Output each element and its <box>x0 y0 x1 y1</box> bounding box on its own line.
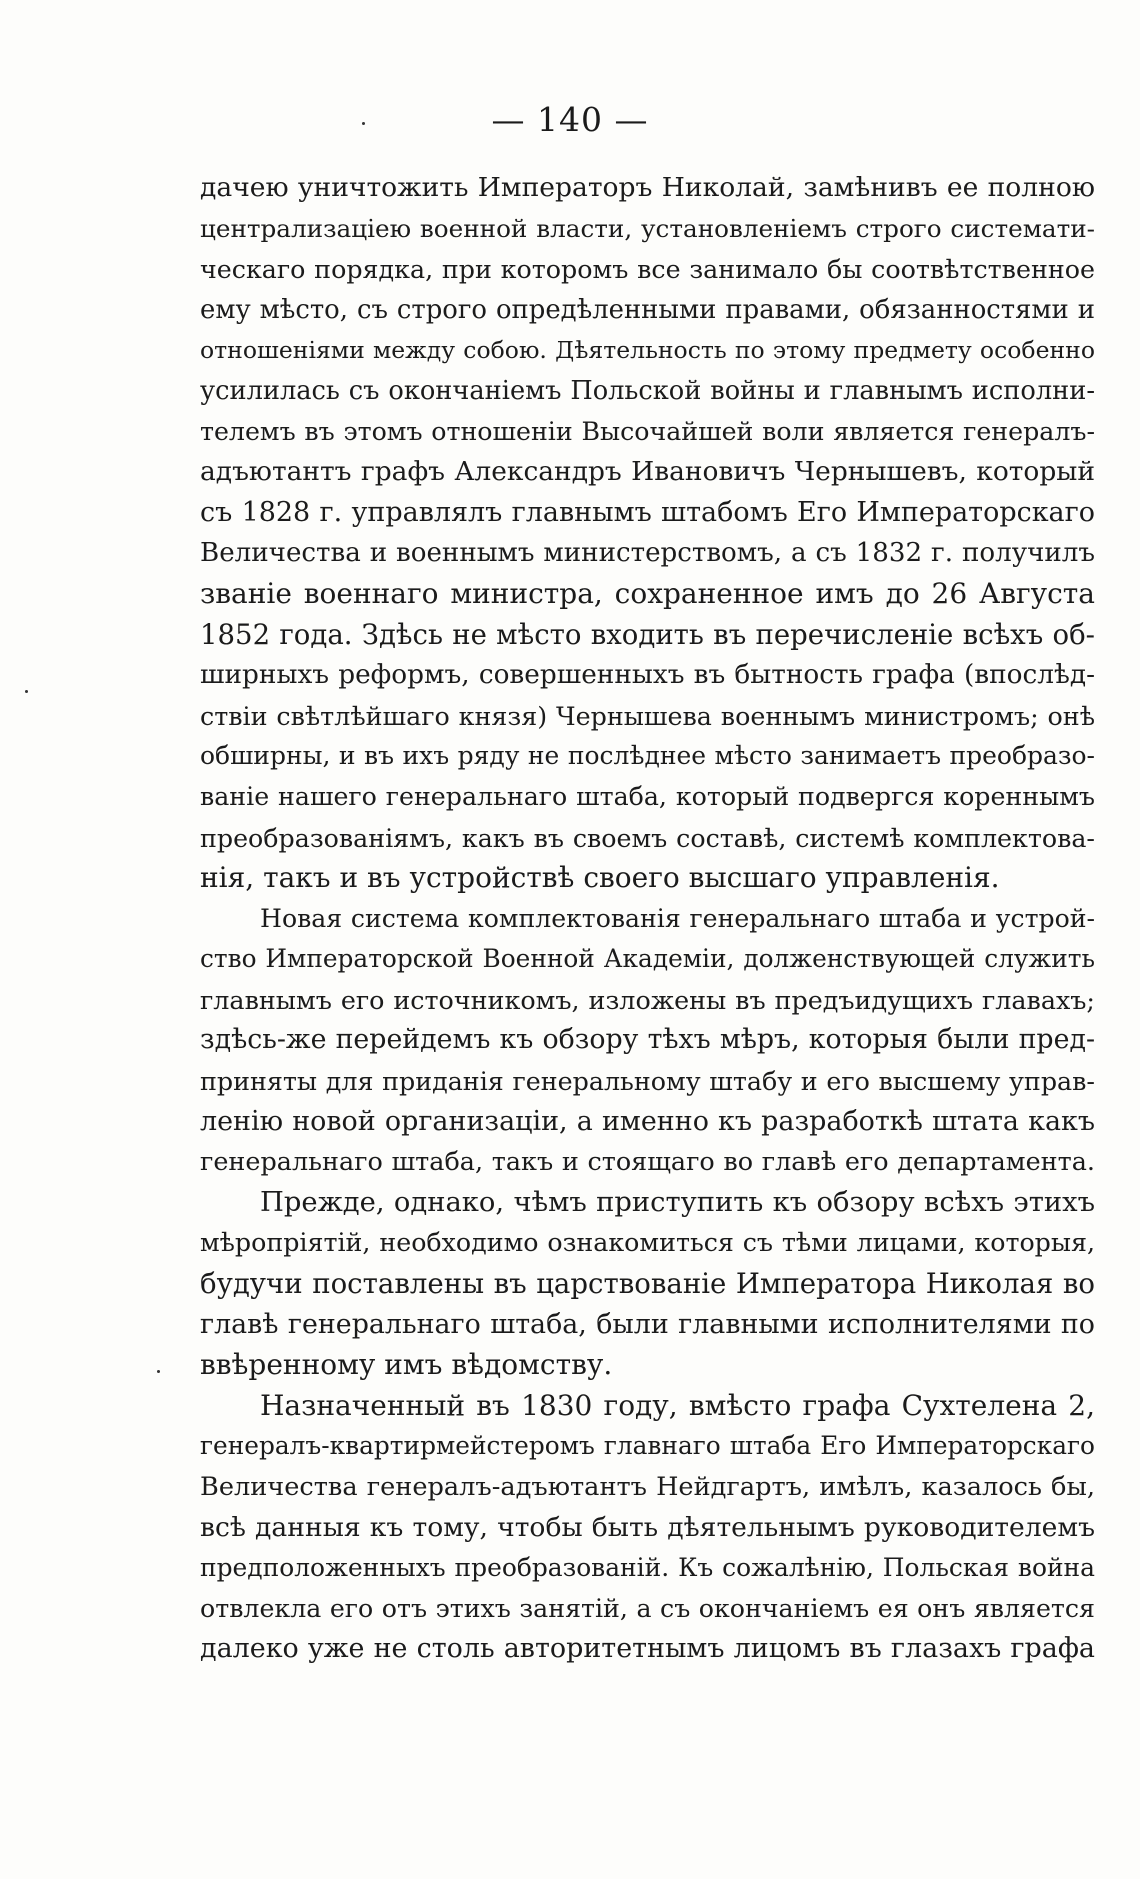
text-line: генералъ-квартирмейстеромъ главнаго штаба Его Императорскаго <box>200 1431 1095 1461</box>
text-line: главѣ генеральнаго штаба, были главными исполнителями по <box>200 1308 1095 1340</box>
text-line: мѣропрiятiй, необходимо ознакомиться съ тѣми лицами, которыя, <box>200 1228 1095 1258</box>
text-line: генеральнаго штаба, такъ и стоящаго во главѣ его департамента. <box>200 1147 1095 1178</box>
paragraph <box>200 1183 1095 1386</box>
print-speck <box>157 1370 160 1373</box>
text-line: всѣ данныя къ тому, чтобы быть дѣятельнымъ руководителемъ <box>200 1511 1095 1543</box>
text-line: ство Императорской Военной Академiи, долженствующей служить <box>200 944 1095 974</box>
text-line: Величества генералъ-адъютантъ Нейдгартъ, имѣлъ, казалось бы, <box>200 1472 1095 1502</box>
text-line: предположенныхъ преобразованiй. Къ сожалѣнiю, Польская война <box>200 1553 1095 1583</box>
text-line: преобразованiямъ, какъ въ своемъ составѣ, системѣ комплектова- <box>200 822 1095 853</box>
paragraph <box>200 1386 1095 1670</box>
text-line: 1852 года. Здѣсь не мѣсто входить въ перечисленiе всѣхъ об- <box>200 618 1095 651</box>
text-line: съ 1828 г. управлялъ главнымъ штабомъ Его Императорскаго <box>200 496 1095 528</box>
text-line: обширны, и въ ихъ ряду не послѣднее мѣсто занимаетъ преобразо- <box>200 741 1095 771</box>
text-line: ванiе нашего генеральнаго штаба, который подвергся кореннымъ <box>200 781 1095 811</box>
text-line: званiе военнаго министра, сохраненное имъ до 26 Августа <box>200 576 1095 610</box>
text-line: ствiи свѣтлѣйшаго князя) Чернышева военнымъ министромъ; онѣ <box>200 700 1095 731</box>
print-speck <box>25 690 28 693</box>
paragraph <box>200 899 1095 1183</box>
text-line: отношенiями между собою. Дѣятельность по этому предмету особенно <box>200 336 1095 365</box>
text-line: Новая система комплектованiя генеральнаго штаба и устрой- <box>260 903 1095 933</box>
text-line: централизацiею военной власти, установленiемъ строго системати- <box>200 213 1095 243</box>
page-number: — 140 — <box>491 100 649 139</box>
text-line: отвлекла его отъ этихъ занятiй, а съ окончанiемъ ея онъ является <box>200 1593 1095 1623</box>
text-line: дачею уничтожить Императоръ Николай, замѣнивъ ее полною <box>200 172 1095 203</box>
text-line: далеко уже не столь авторитетнымъ лицомъ въ глазахъ графа <box>200 1633 1095 1665</box>
text-line: будучи поставлены въ царствованiе Императора Николая во <box>200 1267 1095 1301</box>
text-line: Прежде, однако, чѣмъ приступить къ обзору всѣхъ этихъ <box>260 1186 1095 1218</box>
text-line: нiя, такъ и въ устройствѣ своего высшаго управленiя. <box>200 861 1000 895</box>
text-line: ческаго порядка, при которомъ все занимало бы соотвѣтственное <box>200 254 1095 285</box>
text-line: ленiю новой организацiи, а именно къ разработкѣ штата какъ <box>200 1105 1095 1137</box>
text-line: главнымъ его источникомъ, изложены въ предъидущихъ главахъ; <box>200 984 1095 1015</box>
text-line: ширныхъ реформъ, совершенныхъ въ бытность графа (впослѣд- <box>200 660 1095 691</box>
text-line: адъютантъ графъ Александръ Ивановичъ Чернышевъ, который <box>200 456 1095 488</box>
text-line: Назначенный въ 1830 году, вмѣсто графа Сухтелена 2, <box>260 1388 1095 1422</box>
text-line: усилилась съ окончанiемъ Польской войны и главнымъ исполни- <box>200 375 1095 406</box>
text-line: Величества и военнымъ министерствомъ, а съ 1832 г. получилъ <box>200 538 1095 569</box>
text-line: ввѣренному имъ вѣдомству. <box>200 1348 613 1382</box>
paragraph <box>200 168 1095 899</box>
text-line: здѣсь-же перейдемъ къ обзору тѣхъ мѣръ, которыя были пред- <box>200 1024 1095 1056</box>
text-line: ему мѣсто, съ строго опредѣленными правами, обязанностями и <box>200 294 1095 325</box>
text-line: приняты для приданiя генеральному штабу и его высшему управ- <box>200 1066 1095 1097</box>
body-text <box>200 168 1095 1670</box>
text-line: телемъ въ этомъ отношенiи Высочайшей воли является генералъ- <box>200 416 1095 446</box>
